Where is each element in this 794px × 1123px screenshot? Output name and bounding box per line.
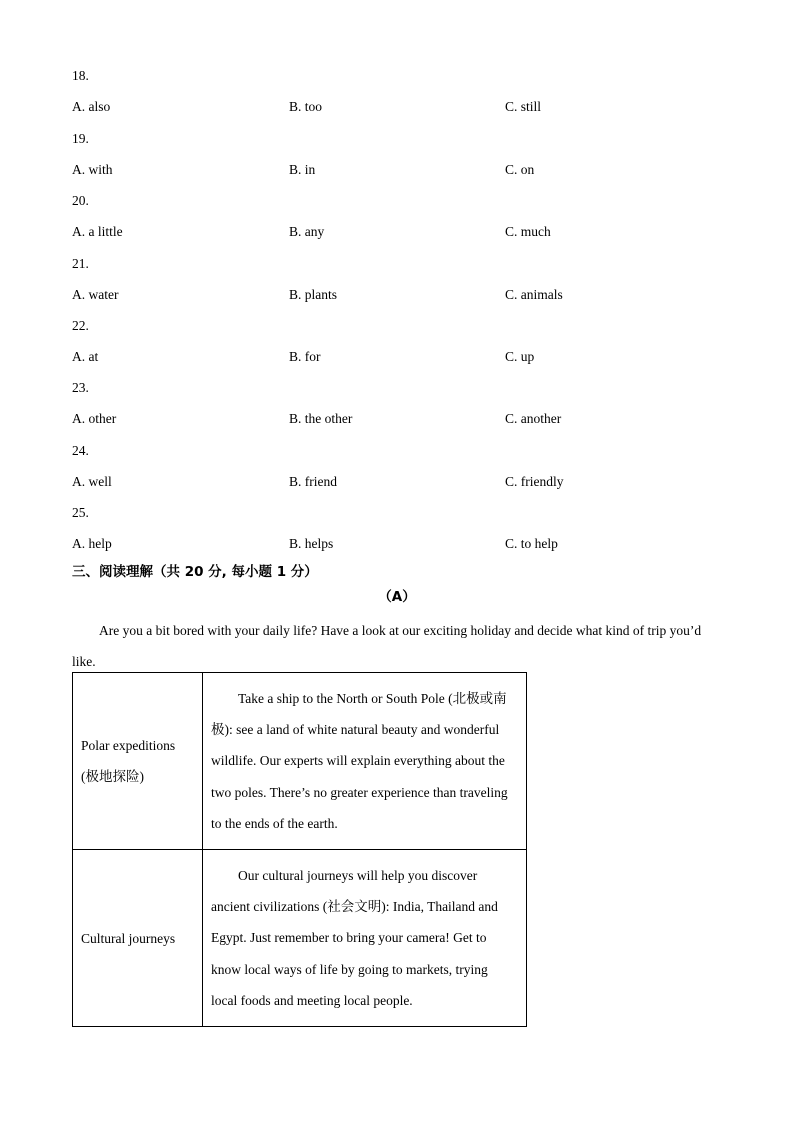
option-c: C. still: [505, 99, 542, 114]
option-c: C. another: [505, 411, 562, 426]
option-a: A. also: [72, 99, 111, 114]
intro-paragraph: Are you a bit bored with your daily life? Have a look at our exciting holiday and decide what kind of trip you’d like.: [72, 623, 702, 669]
option-b: B. friend: [289, 474, 337, 489]
trip-name-cell: Cultural journeys: [73, 850, 203, 1027]
option-c: C. much: [505, 224, 551, 239]
question-options: [72, 162, 722, 178]
option-a: A. at: [72, 349, 99, 364]
trip-name-cell: Polar expeditions (极地探险): [73, 673, 203, 850]
option-c: C. animals: [505, 287, 563, 302]
question-number: 25.: [72, 505, 89, 520]
option-a: A. a little: [72, 224, 123, 239]
option-b: B. the other: [289, 411, 353, 426]
question-options: [72, 287, 722, 303]
trip-description: Take a ship to the North or South Pole (北极或南极): see a land of white natural beauty and wonderful wildlife. Our experts will explain everything about the two poles. There’s no greater experience than traveling to the ends of the earth.: [211, 690, 508, 831]
option-a: A. help: [72, 536, 112, 551]
option-b: B. helps: [289, 536, 334, 551]
question-options: [72, 474, 722, 490]
table-row: [73, 850, 527, 1027]
question-number: 21.: [72, 256, 89, 271]
trips-table: [72, 672, 527, 1027]
question-options: [72, 349, 722, 365]
option-b: B. any: [289, 224, 325, 239]
option-a: A. water: [72, 287, 119, 302]
option-a: A. with: [72, 162, 113, 177]
question-options: [72, 411, 722, 427]
question-options: [72, 224, 722, 240]
option-c: C. to help: [505, 536, 558, 551]
part-label: （A）: [378, 589, 416, 605]
option-b: B. in: [289, 162, 316, 177]
option-a: A. well: [72, 474, 112, 489]
option-b: B. too: [289, 99, 323, 114]
question-number: 19.: [72, 131, 89, 146]
trip-description-cell: [203, 850, 527, 1027]
trip-description-cell: [203, 673, 527, 850]
trip-description: Our cultural journeys will help you discover ancient civilizations (社会文明): India, Thailand and Egypt. Just remember to bring your camera! Get to know local ways of life by going to markets, trying local foods and meeting local people.: [211, 867, 498, 1008]
question-options: [72, 536, 722, 552]
option-a: A. other: [72, 411, 117, 426]
option-c: C. on: [505, 162, 535, 177]
option-c: C. up: [505, 349, 535, 364]
option-b: B. plants: [289, 287, 338, 302]
question-number: 20.: [72, 193, 89, 208]
question-number: 18.: [72, 68, 89, 83]
option-c: C. friendly: [505, 474, 564, 489]
section-title: 三、阅读理解（共 20 分, 每小题 1 分）: [72, 564, 318, 580]
table-row: [73, 673, 527, 850]
question-number: 22.: [72, 318, 89, 333]
question-number: 23.: [72, 380, 89, 395]
question-number: 24.: [72, 443, 89, 458]
question-options: [72, 99, 722, 115]
option-b: B. for: [289, 349, 321, 364]
